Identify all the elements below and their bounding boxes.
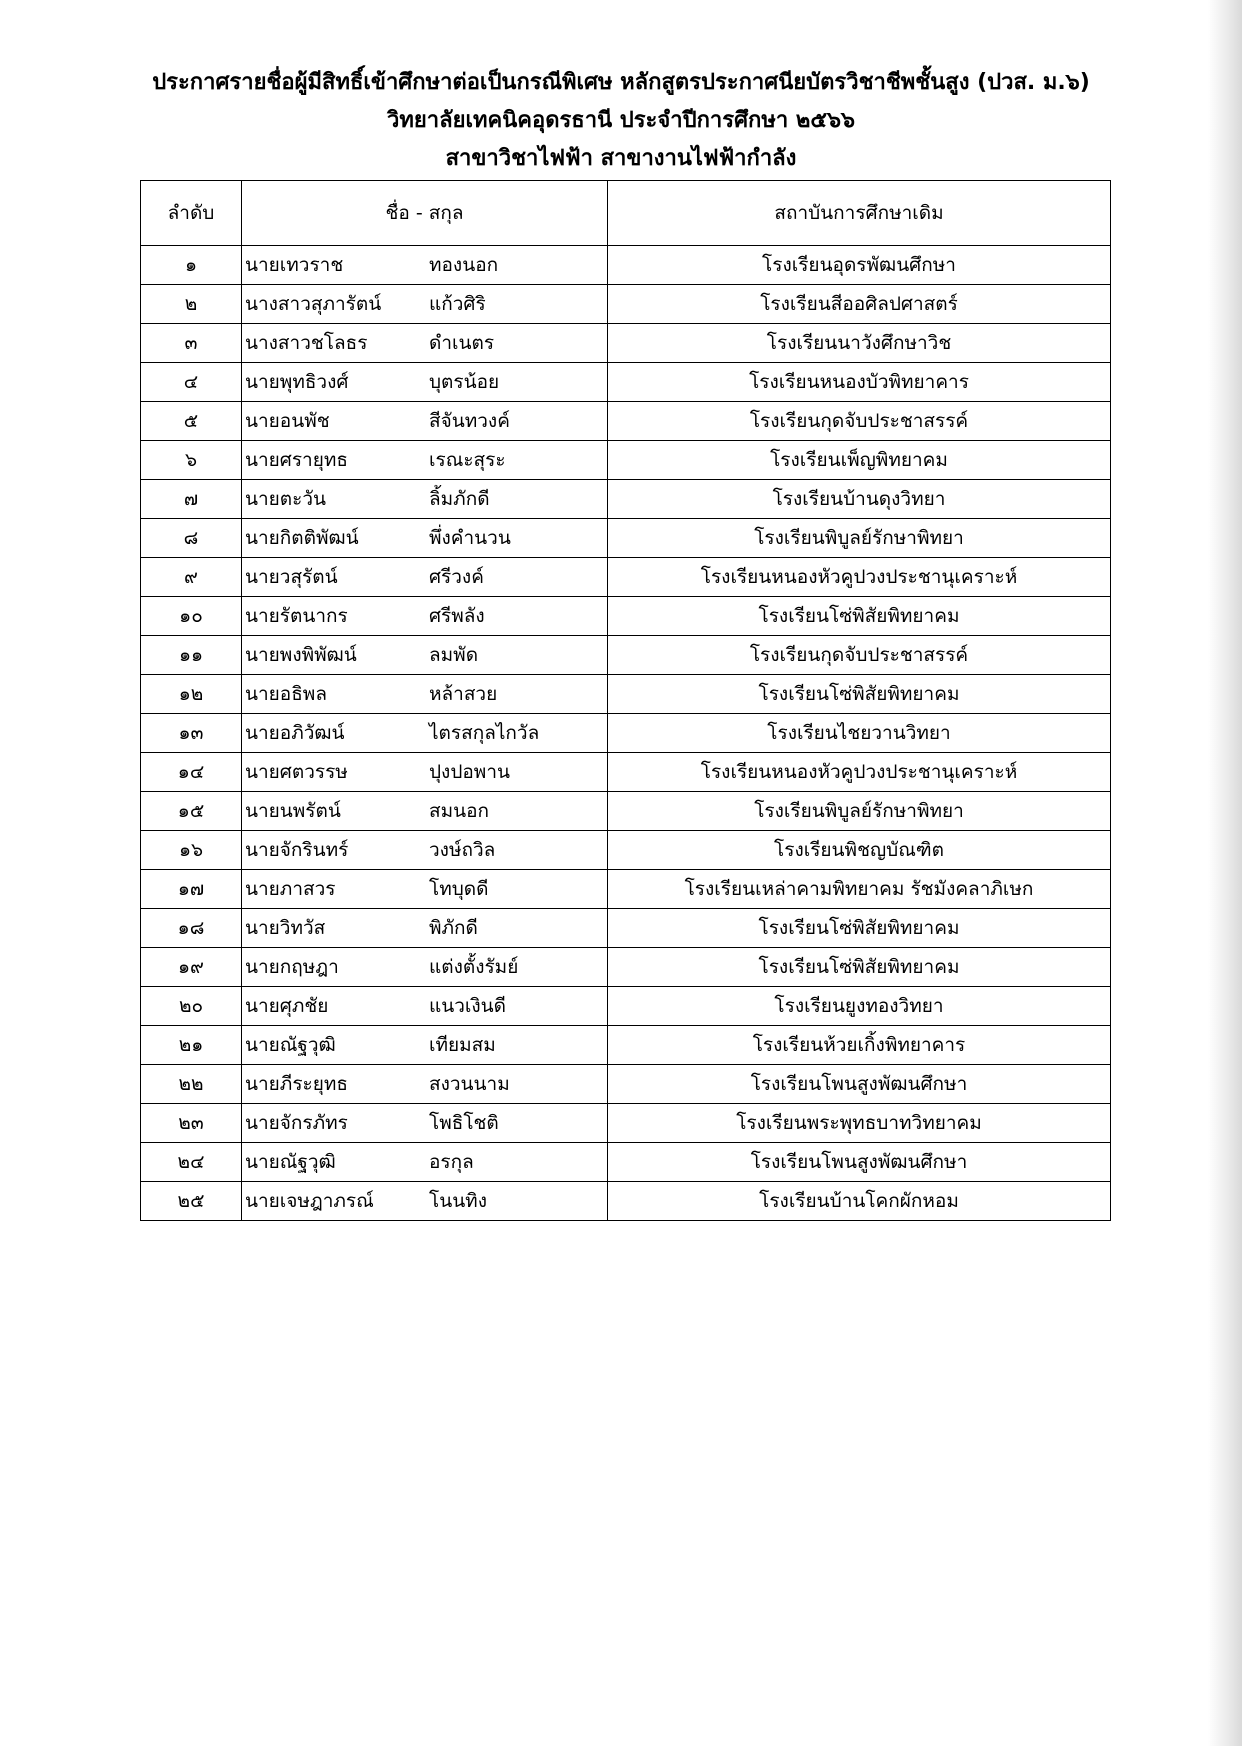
row-number: ๑: [141, 246, 242, 285]
row-school: โรงเรียนห้วยเกิ้งพิทยาคาร: [608, 1026, 1111, 1065]
row-number: ๑๘: [141, 909, 242, 948]
table-row: [141, 714, 1111, 753]
row-number: ๑๑: [141, 636, 242, 675]
first-name: นายศรายุทธ: [245, 449, 348, 471]
table-row: [141, 597, 1111, 636]
row-number: ๔: [141, 363, 242, 402]
row-school: โรงเรียนโพนสูงพัฒนศึกษา: [608, 1065, 1111, 1104]
row-number: ๒๐: [141, 987, 242, 1026]
row-number: ๙: [141, 558, 242, 597]
row-school: โรงเรียนหนองหัวคูปวงประชานุเคราะห์: [608, 558, 1111, 597]
row-name: [242, 948, 608, 987]
student-roster-table: [140, 180, 1111, 1221]
table-row: [141, 831, 1111, 870]
first-name: นายอภิวัฒน์: [245, 722, 345, 744]
table-row: [141, 519, 1111, 558]
table-row: [141, 363, 1111, 402]
row-school: โรงเรียนไชยวานวิทยา: [608, 714, 1111, 753]
first-name: นางสาวชโลธร: [245, 332, 368, 354]
table-row: [141, 324, 1111, 363]
last-name: ปุงปอพาน: [429, 761, 510, 783]
first-name: นายเทวราช: [245, 254, 344, 276]
table-row: [141, 870, 1111, 909]
row-school: โรงเรียนสีออศิลปศาสตร์: [608, 285, 1111, 324]
row-name: [242, 909, 608, 948]
last-name: พิภักดี: [429, 917, 478, 939]
first-name: นายณัฐวุฒิ: [245, 1034, 336, 1056]
first-name: นายกฤษฎา: [245, 956, 339, 978]
row-school: โรงเรียนอุดรพัฒนศึกษา: [608, 246, 1111, 285]
row-school: โรงเรียนบ้านโคกผักหอม: [608, 1182, 1111, 1221]
row-school: โรงเรียนนาวังศึกษาวิช: [608, 324, 1111, 363]
table-row: [141, 1065, 1111, 1104]
last-name: ไตรสกุลไกวัล: [429, 722, 540, 744]
row-school: โรงเรียนโซ่พิสัยพิทยาคม: [608, 909, 1111, 948]
first-name: นายพุทธิวงศ์: [245, 371, 349, 393]
row-name: [242, 1026, 608, 1065]
table-row: [141, 909, 1111, 948]
row-name: [242, 792, 608, 831]
last-name: สีจันทวงค์: [429, 410, 510, 432]
first-name: นายภาสวร: [245, 878, 336, 900]
last-name: โทบุดดี: [429, 878, 489, 900]
row-number: ๑๔: [141, 753, 242, 792]
row-number: ๑๙: [141, 948, 242, 987]
row-number: ๒: [141, 285, 242, 324]
last-name: แนวเงินดี: [429, 995, 507, 1017]
row-name: [242, 324, 608, 363]
last-name: เรณะสุระ: [429, 449, 506, 471]
row-school: โรงเรียนโพนสูงพัฒนศึกษา: [608, 1143, 1111, 1182]
first-name: นายตะวัน: [245, 488, 326, 510]
row-number: ๒๓: [141, 1104, 242, 1143]
table-row: [141, 987, 1111, 1026]
row-name: [242, 753, 608, 792]
last-name: แก้วศิริ: [429, 293, 486, 315]
last-name: โนนทิง: [429, 1190, 487, 1212]
row-school: โรงเรียนโซ่พิสัยพิทยาคม: [608, 675, 1111, 714]
table-header-row: [141, 181, 1111, 246]
table-row: [141, 1104, 1111, 1143]
table-row: [141, 480, 1111, 519]
row-number: ๑๒: [141, 675, 242, 714]
row-number: ๘: [141, 519, 242, 558]
last-name: บุตรน้อย: [429, 371, 500, 393]
table-row: [141, 636, 1111, 675]
table-row: [141, 948, 1111, 987]
header-school: สถาบันการศึกษาเดิม: [608, 181, 1111, 246]
row-school: โรงเรียนโซ่พิสัยพิทยาคม: [608, 597, 1111, 636]
row-name: [242, 870, 608, 909]
first-name: นายณัฐวุฒิ: [245, 1151, 336, 1173]
last-name: เทียมสม: [429, 1034, 496, 1056]
first-name: นายจักรภัทร: [245, 1112, 348, 1134]
first-name: นายอนพัช: [245, 410, 330, 432]
first-name: นางสาวสุภารัตน์: [245, 293, 382, 315]
page-edge-shadow: [1208, 0, 1242, 1746]
header-name: ชื่อ - สกุล: [242, 181, 608, 246]
row-name: [242, 558, 608, 597]
last-name: แต่งตั้งรัมย์: [429, 956, 519, 978]
table-body: [141, 246, 1111, 1221]
row-school: โรงเรียนเพ็ญพิทยาคม: [608, 441, 1111, 480]
row-name: [242, 675, 608, 714]
row-name: [242, 1143, 608, 1182]
table-row: [141, 402, 1111, 441]
row-school: โรงเรียนบ้านดุงวิทยา: [608, 480, 1111, 519]
row-name: [242, 285, 608, 324]
row-number: ๑๖: [141, 831, 242, 870]
last-name: สงวนนาม: [429, 1073, 510, 1095]
last-name: ดำเนตร: [429, 332, 495, 354]
row-name: [242, 519, 608, 558]
row-name: [242, 1104, 608, 1143]
first-name: นายพงพิพัฒน์: [245, 644, 357, 666]
last-name: ลิ้มภักดี: [429, 488, 490, 510]
row-school: โรงเรียนเหล่าคามพิทยาคม รัชมังคลาภิเษก: [608, 870, 1111, 909]
row-name: [242, 402, 608, 441]
row-school: โรงเรียนพระพุทธบาทวิทยาคม: [608, 1104, 1111, 1143]
table-row: [141, 1026, 1111, 1065]
table-row: [141, 792, 1111, 831]
row-number: ๖: [141, 441, 242, 480]
row-number: ๑๗: [141, 870, 242, 909]
last-name: วงษ์ถวิล: [429, 839, 496, 861]
row-number: ๗: [141, 480, 242, 519]
row-number: ๑๕: [141, 792, 242, 831]
row-name: [242, 441, 608, 480]
last-name: ศรีพลัง: [429, 605, 485, 627]
first-name: นายวสุรัตน์: [245, 566, 338, 588]
row-school: โรงเรียนยูงทองวิทยา: [608, 987, 1111, 1026]
last-name: อรกุล: [429, 1151, 474, 1173]
last-name: หล้าสวย: [429, 683, 498, 705]
header-number: ลำดับ: [141, 181, 242, 246]
first-name: นายศตวรรษ: [245, 761, 348, 783]
row-school: โรงเรียนพิบูลย์รักษาพิทยา: [608, 519, 1111, 558]
table-row: [141, 753, 1111, 792]
row-number: ๒๑: [141, 1026, 242, 1065]
row-name: [242, 1065, 608, 1104]
row-number: ๓: [141, 324, 242, 363]
first-name: นายศุภชัย: [245, 995, 329, 1017]
table-row: [141, 558, 1111, 597]
last-name: สมนอก: [429, 800, 490, 822]
last-name: ทองนอก: [429, 254, 499, 276]
department-line: สาขาวิชาไฟฟ้า สาขางานไฟฟ้ากำลัง: [445, 146, 797, 171]
first-name: นายกิตติพัฒน์: [245, 527, 359, 549]
college-and-year: วิทยาลัยเทคนิคอุดรธานี ประจำปีการศึกษา ๒๕๖๖: [387, 108, 855, 133]
row-number: ๑๓: [141, 714, 242, 753]
last-name: ลมพัด: [429, 644, 479, 666]
last-name: ศรีวงค์: [429, 566, 484, 588]
row-number: ๒๕: [141, 1182, 242, 1221]
row-school: โรงเรียนหนองหัวคูปวงประชานุเคราะห์: [608, 753, 1111, 792]
row-number: ๑๐: [141, 597, 242, 636]
first-name: นายภีระยุทธ: [245, 1073, 348, 1095]
last-name: โพธิโชติ: [429, 1112, 499, 1134]
row-number: ๒๔: [141, 1143, 242, 1182]
row-school: โรงเรียนพิชญบัณฑิต: [608, 831, 1111, 870]
row-school: โรงเรียนหนองบัวพิทยาคาร: [608, 363, 1111, 402]
row-number: ๕: [141, 402, 242, 441]
first-name: นายนพรัตน์: [245, 800, 341, 822]
last-name: พึ่งคำนวน: [429, 527, 511, 549]
announcement-title: ประกาศรายชื่อผู้มีสิทธิ์เข้าศึกษาต่อเป็นกรณีพิเศษ หลักสูตรประกาศนียบัตรวิชาชีพชั้นสูง (ปวส. ม.๖): [152, 70, 1090, 95]
row-school: โรงเรียนโซ่พิสัยพิทยาคม: [608, 948, 1111, 987]
row-name: [242, 987, 608, 1026]
row-number: ๒๒: [141, 1065, 242, 1104]
first-name: นายวิทวัส: [245, 917, 326, 939]
first-name: นายเจษฎาภรณ์: [245, 1190, 374, 1212]
table-row: [141, 1143, 1111, 1182]
row-name: [242, 246, 608, 285]
table-row: [141, 441, 1111, 480]
row-name: [242, 480, 608, 519]
row-name: [242, 831, 608, 870]
row-name: [242, 636, 608, 675]
row-school: โรงเรียนพิบูลย์รักษาพิทยา: [608, 792, 1111, 831]
row-name: [242, 363, 608, 402]
document-header: [0, 64, 1242, 178]
first-name: นายรัตนากร: [245, 605, 348, 627]
table-row: [141, 1182, 1111, 1221]
row-name: [242, 714, 608, 753]
row-school: โรงเรียนกุดจับประชาสรรค์: [608, 402, 1111, 441]
table-row: [141, 675, 1111, 714]
first-name: นายอธิพล: [245, 683, 327, 705]
row-name: [242, 597, 608, 636]
table-row: [141, 246, 1111, 285]
row-school: โรงเรียนกุดจับประชาสรรค์: [608, 636, 1111, 675]
table-row: [141, 285, 1111, 324]
row-name: [242, 1182, 608, 1221]
first-name: นายจักรินทร์: [245, 839, 349, 861]
